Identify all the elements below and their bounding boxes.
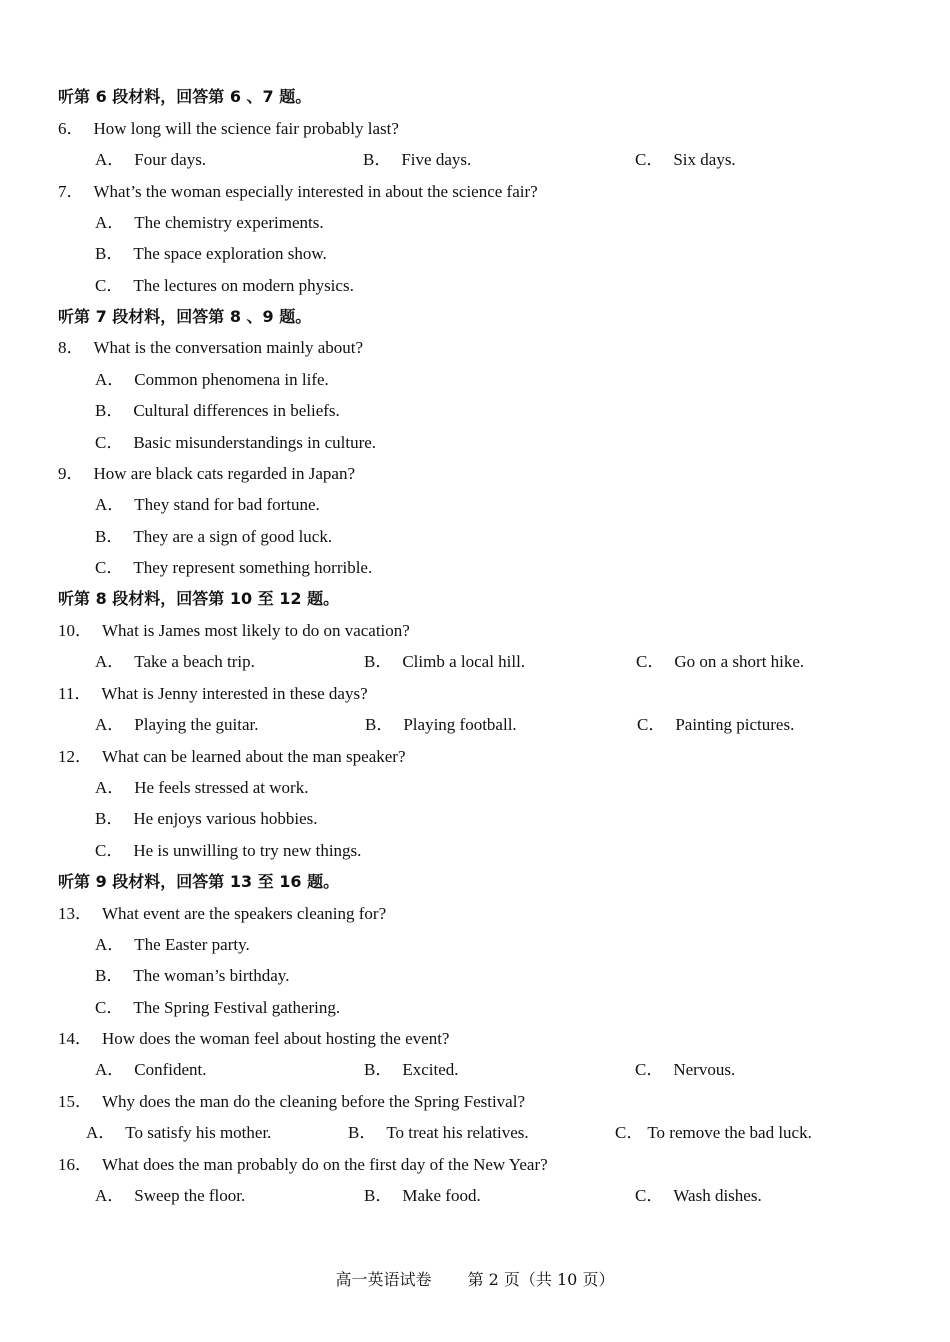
option-c [635,147,736,173]
option-letter: A． [95,715,125,734]
question-6-options [0,147,950,173]
page-footer [0,1268,950,1292]
option-text: Four days. [134,150,207,169]
option-a [95,1057,207,1083]
question-9-option-b [0,524,950,550]
option-letter: B． [364,1186,393,1205]
question-7 [58,179,950,205]
question-11 [58,681,950,707]
option-text: Playing the guitar. [134,715,259,734]
option-letter: A． [95,935,125,954]
section-heading-7: 听第 7 段材料，回答第 8 、9 题。 [58,307,312,326]
option-letter: B． [365,715,394,734]
option-text: He enjoys various hobbies. [133,809,318,828]
question-text: How are black cats regarded in Japan? [93,464,355,483]
question-text: What is Jenny interested in these days? [101,684,368,703]
question-13-option-b [0,963,950,989]
option-letter: A． [95,150,125,169]
question-8-option-c [0,430,950,456]
question-7-option-a [0,210,950,236]
option-b [364,1057,459,1083]
section-heading-6: 听第 6 段材料，回答第 6 、7 题。 [58,87,312,106]
option-letter: B． [95,401,124,420]
option-b [365,712,517,738]
option-text: They represent something horrible. [133,558,373,577]
question-number: 16． [58,1155,92,1174]
option-letter: B． [348,1123,377,1142]
option-letter: B． [364,652,393,671]
option-letter: C． [635,1060,664,1079]
option-text: Take a beach trip. [134,652,255,671]
option-c [615,1120,812,1146]
question-9-option-c [0,555,950,581]
question-text: What can be learned about the man speaker? [102,747,406,766]
option-letter: A． [95,370,125,389]
question-8-option-b [0,398,950,424]
question-text: Why does the man do the cleaning before the Spring Festival? [102,1092,525,1111]
option-letter: C． [95,558,124,577]
question-number: 14． [58,1029,92,1048]
question-9 [58,461,950,487]
section-heading-9: 听第 9 段材料，回答第 13 至 16 题。 [58,872,340,891]
question-7-option-b [0,241,950,267]
option-letter: C． [636,652,665,671]
question-number: 11． [58,684,92,703]
option-letter: C． [95,433,124,452]
question-12-option-a [0,775,950,801]
question-number: 12． [58,747,92,766]
question-text: What’s the woman especially interested in about the science fair? [93,182,538,201]
question-6 [58,116,950,142]
question-text: What does the man probably do on the first day of the New Year? [102,1155,548,1174]
question-number: 9． [58,464,84,483]
option-b [364,649,525,675]
option-text: Nervous. [673,1060,736,1079]
option-letter: B． [95,966,124,985]
option-text: Wash dishes. [673,1186,762,1205]
question-number: 7． [58,182,84,201]
option-text: The Easter party. [134,935,250,954]
question-text: What is the conversation mainly about? [93,338,364,357]
option-text: Five days. [401,150,472,169]
option-letter: C． [95,841,124,860]
question-text: How long will the science fair probably last? [93,119,399,138]
option-text: They stand for bad fortune. [134,495,320,514]
option-text: The space exploration show. [133,244,327,263]
option-letter: C． [637,715,666,734]
option-a [95,712,258,738]
question-10 [58,618,950,644]
question-text: What event are the speakers cleaning for? [102,904,387,923]
option-letter: B． [363,150,392,169]
question-7-option-c [0,273,950,299]
option-text: Common phenomena in life. [134,370,329,389]
question-15-options [0,1120,950,1146]
option-a [86,1120,271,1146]
option-text: Six days. [673,150,736,169]
option-letter: C． [95,998,124,1017]
option-letter: A． [95,1186,125,1205]
option-text: Make food. [402,1186,481,1205]
option-c [636,649,804,675]
question-8 [58,335,950,361]
question-number: 15． [58,1092,92,1111]
option-letter: C． [615,1123,644,1142]
question-number: 8． [58,338,84,357]
option-text: The woman’s birthday. [133,966,290,985]
option-text: Go on a short hike. [674,652,805,671]
option-a [95,1183,245,1209]
option-text: To treat his relatives. [386,1123,529,1142]
question-11-options [0,712,950,738]
option-c [637,712,794,738]
question-15 [58,1089,950,1115]
option-text: The chemistry experiments. [134,213,324,232]
option-text: He feels stressed at work. [134,778,309,797]
question-13-option-c [0,995,950,1021]
option-letter: A． [86,1123,116,1142]
question-12 [58,744,950,770]
footer-subject: 高一英语试卷 [335,1270,432,1289]
option-text: To satisfy his mother. [125,1123,272,1142]
question-16-options [0,1183,950,1209]
option-text: The lectures on modern physics. [133,276,354,295]
question-14-options [0,1057,950,1083]
option-letter: B． [95,244,124,263]
option-letter: A． [95,213,125,232]
option-text: Climb a local hill. [402,652,526,671]
option-letter: B． [364,1060,393,1079]
option-b [348,1120,529,1146]
option-c [635,1183,762,1209]
option-text: Cultural differences in beliefs. [133,401,340,420]
option-text: To remove the bad luck. [647,1123,812,1142]
option-text: Excited. [402,1060,459,1079]
question-number: 6． [58,119,84,138]
question-12-option-b [0,806,950,832]
option-c [635,1057,735,1083]
option-letter: A． [95,778,125,797]
question-13-option-a [0,932,950,958]
question-12-option-c [0,838,950,864]
option-a [95,649,255,675]
question-10-options [0,649,950,675]
option-letter: A． [95,495,125,514]
option-text: Sweep the floor. [134,1186,246,1205]
question-text: How does the woman feel about hosting the event? [102,1029,450,1048]
option-letter: B． [95,527,124,546]
option-a [95,147,206,173]
question-13 [58,901,950,927]
question-8-option-a [0,367,950,393]
footer-page-number: 第 2 页（共 10 页） [467,1270,615,1289]
question-number: 13． [58,904,92,923]
option-letter: A． [95,652,125,671]
question-9-option-a [0,492,950,518]
option-letter: B． [95,809,124,828]
option-text: Playing football. [403,715,517,734]
question-text: What is James most likely to do on vacation? [102,621,410,640]
option-text: Basic misunderstandings in culture. [133,433,377,452]
option-letter: A． [95,1060,125,1079]
option-text: They are a sign of good luck. [133,527,333,546]
option-text: Painting pictures. [675,715,795,734]
question-16 [58,1152,950,1178]
option-b [363,147,471,173]
option-letter: C． [635,150,664,169]
question-number: 10． [58,621,92,640]
option-letter: C． [95,276,124,295]
option-text: The Spring Festival gathering. [133,998,341,1017]
question-14 [58,1026,950,1052]
section-heading-8: 听第 8 段材料，回答第 10 至 12 题。 [58,589,340,608]
option-text: He is unwilling to try new things. [133,841,362,860]
option-b [364,1183,481,1209]
option-text: Confident. [134,1060,207,1079]
option-letter: C． [635,1186,664,1205]
